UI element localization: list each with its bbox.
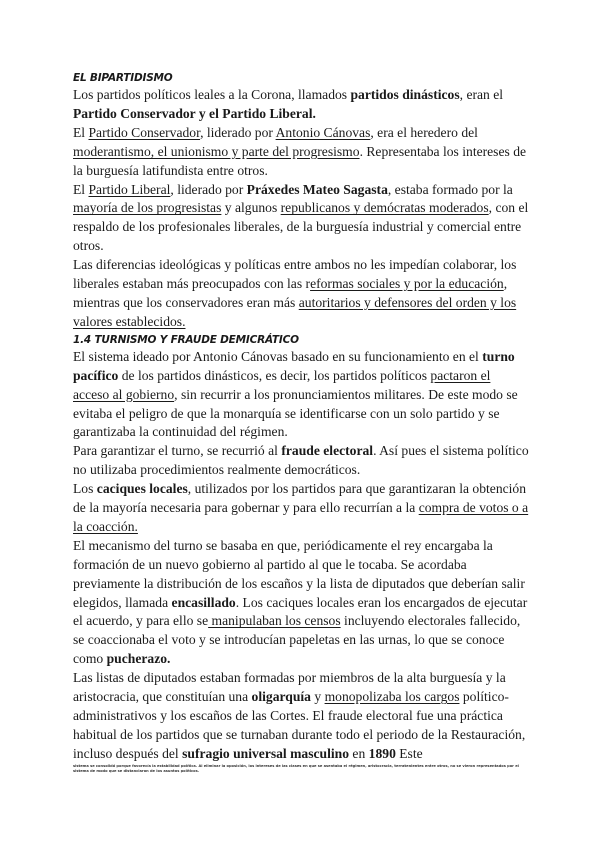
paragraph-fraude-electoral [73, 442, 529, 480]
underlined-phrase: mayoría de los progresistas [73, 200, 222, 216]
underlined-phrase: pactaron el acceso al gobierno [73, 367, 491, 402]
underlined-phrase: moderantismo, el unionismo y parte del progresismo [73, 143, 360, 159]
bold-term: 1890 [368, 745, 396, 761]
text-run: . Representaba los intereses de la burguesía latifundista entre otros. [73, 143, 527, 178]
text-run: , liderado por [200, 124, 276, 140]
underlined-phrase: Antonio Cánovas [275, 124, 371, 140]
text-run: Los [73, 481, 97, 497]
text-run: , era el heredero del [370, 124, 478, 140]
text-run: de los partidos dinásticos, es decir, los partidos políticos [118, 367, 431, 383]
underlined-phrase: manipulaban los censos [208, 613, 341, 629]
text-run: . Así pues el sistema político no utilizaba procedimientos realmente democráticos. [73, 443, 529, 478]
section-heading-turnismo: 1.4 TURNISMO Y FRAUDE DEMICRÁTICO [73, 333, 299, 346]
text-run: , eran el [459, 87, 504, 102]
paragraph-partidos-dinasticos [73, 86, 529, 124]
bold-term: encasillado [171, 594, 236, 610]
text-run: El [73, 124, 89, 140]
paragraph-oligarquia [73, 669, 529, 764]
text-run: Para garantizar el turno, se recurrió al [73, 443, 282, 459]
text-run: El [73, 181, 89, 197]
text-run: , sin recurrir a los pronunciamientos militares. De este modo se evitaba el peligro de que la monarquía se identificarse con un solo partido y se garantizaba la continuidad del régimen. [73, 386, 518, 440]
paragraph-partido-conservador [73, 124, 529, 181]
paragraph-caciques [73, 480, 529, 537]
text-run: , mientras que los conservadores eran más [73, 276, 508, 310]
text-run: El mecanismo del turno se basaba en que, periódicamente el rey encargaba la formación de un nuevo gobierno al partido al que le tocaba. Se acordaba previamente la distribución de los escaños y la lista de diputados que deberían salir elegidos, llamada [73, 537, 525, 610]
bold-term: turno pacífico [73, 348, 515, 383]
text-run: , con el respaldo de los profesionales liberales, de la burguesía industrial y comercial entre otros. [73, 200, 529, 254]
text-run: en [349, 745, 369, 761]
document-page [73, 70, 529, 775]
bold-term: oligarquía [251, 689, 311, 705]
bold-term: pucherazo. [106, 651, 171, 667]
bold-term: partidos dinásticos [350, 87, 460, 102]
underlined-phrase: Partido Liberal [88, 181, 171, 197]
underlined-phrase: Partido Conservador [88, 124, 201, 140]
text-run: El sistema ideado por Antonio Cánovas basado en su funcionamiento en el [73, 348, 483, 364]
text-run: Las diferencias ideológicas y políticas entre ambos no les impedían colaborar, los liberales estaban más preocupados con las r [73, 257, 517, 292]
text-run: , liderado por [170, 181, 247, 197]
footnote-text: sistema se consolidó porque favorecía la estabilidad política. Al eliminar la oposición, los intereses de las clases en que se asentaba el régimen, aristocracia, terratenientes entre otros, no se vieron representados por el sistema de modo que se distanciaron de los asuntos políticos. [73, 763, 519, 774]
section-heading-bipartidismo: EL BIPARTIDISMO [73, 72, 173, 84]
underlined-phrase: compra de votos o a la coacción. [73, 500, 529, 534]
underlined-phrase: autoritarios y defensores del orden y los valores establecidos. [73, 294, 517, 329]
bold-term: fraude electoral [281, 443, 374, 459]
underlined-phrase: republicanos y demócratas moderados [280, 200, 489, 216]
text-run: Las listas de diputados estaban formadas por miembros de la alta burguesía y la aristocracia, que constituían una [73, 670, 506, 705]
bold-term: sufragio universal masculino [182, 745, 350, 761]
bold-term: Práxedes Mateo Sagasta [246, 181, 388, 197]
text-run: Este [395, 745, 423, 761]
text-run: . Los caciques locales eran los encargados de ejecutar el acuerdo, y para ello se [73, 594, 528, 629]
text-run: , utilizados por los partidos para que garantizaran la obtención de la mayoría necesaria para gobernar y para ello recurrían a la [73, 481, 527, 516]
paragraph-turno-pacifico [73, 348, 529, 443]
paragraph-partido-liberal [73, 181, 529, 257]
underlined-phrase: monopolizaba los cargos [324, 689, 460, 705]
paragraph-encasillado [73, 537, 529, 669]
text-run: , estaba formado por la [387, 181, 513, 197]
text-run: político-administrativos y los escaños de las Cortes. El fraude electoral fue una práctica habitual de los partidos que se turnaban durante todo el periodo de la Restauración, incluso después del [73, 689, 526, 761]
text-run: y [310, 689, 325, 705]
text-run: Los partidos políticos leales a la Corona, llamados [73, 87, 351, 102]
underlined-phrase: eformas sociales y por la educación [310, 276, 504, 292]
bold-term: Partido Conservador y el Partido Liberal. [73, 105, 316, 121]
paragraph-diferencias [73, 256, 529, 332]
bold-term: caciques locales [96, 481, 188, 497]
text-run: y algunos [221, 200, 281, 216]
text-run: incluyendo electorales fallecido, se coaccionaba el voto y se introducían papeletas en las urnas, lo que se conoce como [73, 613, 521, 667]
